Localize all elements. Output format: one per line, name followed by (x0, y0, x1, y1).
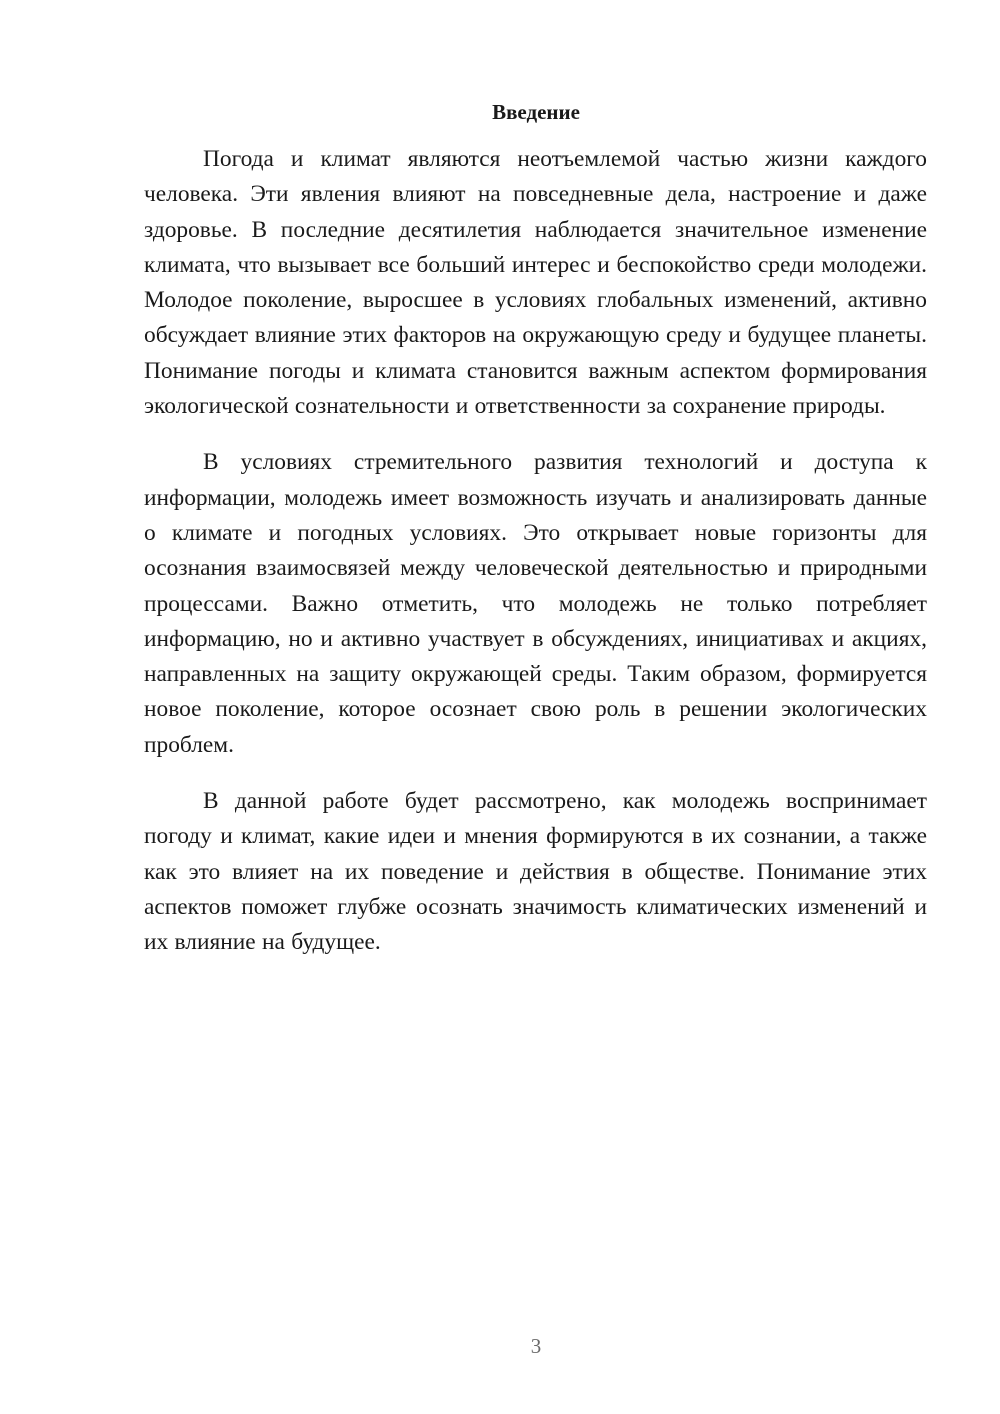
body-text (144, 142, 927, 961)
section-heading: Введение (492, 100, 580, 124)
paragraph-1: Погода и климат являются неотъемлемой частью жизни каждого человека. Эти явления влияют на повседневные дела, настроение и даже здоровье. В последние десятилетия наблюдается значительное изменение климата, что вызывает все больший интерес и беспокойство среди молодежи. Молодое поколение, выросшее в условиях глобальных изменений, активно обсуждает влияние этих факторов на окружающую среду и будущее планеты. Понимание погоды и климата становится важным аспектом формирования экологической сознательности и ответственности за сохранение природы. (144, 146, 927, 420)
paragraph-3: В данной работе будет рассмотрено, как молодежь воспринимает погоду и климат, какие идеи и мнения формируются в их сознании, а также как это влияет на их поведение и действия в обществе. Понимание этих аспектов поможет глубже осознать значимость климатических изменений и их влияние на будущее. (144, 788, 927, 956)
paragraph-2: В условиях стремительного развития технологий и доступа к информации, молодежь имеет возможность изучать и анализировать данные о климате и погодных условиях. Это открывает новые горизонты для осознания взаимосвязей между человеческой деятельностью и природными процессами. Важно отметить, что молодежь не только потребляет информацию, но и активно участвует в обсуждениях, инициативах и акциях, направленных на защиту окружающей среды. Таким образом, формируется новое поколение, которое осознает свою роль в решении экологических проблем. (144, 449, 927, 758)
page-number: 3 (530, 1334, 542, 1358)
